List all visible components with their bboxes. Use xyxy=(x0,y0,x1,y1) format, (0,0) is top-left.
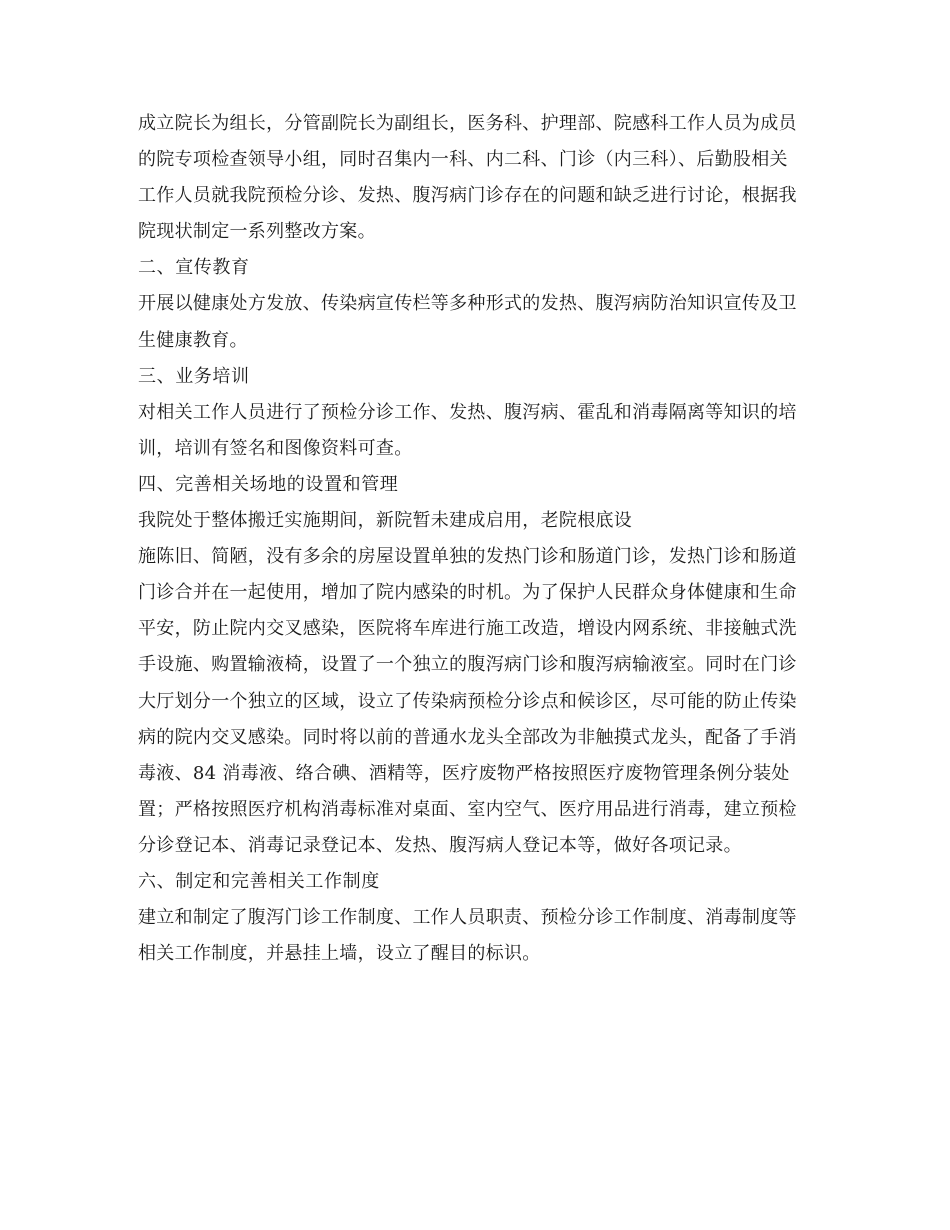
section-heading-rules: 六、制定和完善相关工作制度 xyxy=(138,870,380,892)
paragraph-line: 手设施、购置输液椅，设置了一个独立的腹泻病门诊和腹泻病输液室。同时在门诊 xyxy=(138,654,797,676)
paragraph-line: 门诊合并在一起使用，增加了院内感染的时机。为了保护人民群众身体健康和生命 xyxy=(138,582,797,604)
paragraph-line: 的院专项检查领导小组，同时召集内一科、内二科、门诊（内三科）、后勤股相关 xyxy=(138,149,788,171)
paragraph-line: 工作人员就我院预检分诊、发热、腹泻病门诊存在的问题和缺乏进行讨论，根据我 xyxy=(138,185,797,207)
paragraph-line: 我院处于整体搬迁实施期间，新院暂未建成启用，老院根底设 xyxy=(138,510,633,532)
paragraph-line: 对相关工作人员进行了预检分诊工作、发热、腹泻病、霍乱和消毒隔离等知识的培 xyxy=(138,401,797,423)
paragraph-line: 院现状制定一系列整改方案。 xyxy=(138,221,376,243)
paragraph-line: 毒液、84 消毒液、络合碘、酒精等，医疗废物严格按照医疗废物管理条例分装处 xyxy=(138,762,790,784)
paragraph-line: 建立和制定了腹泻门诊工作制度、工作人员职责、预检分诊工作制度、消毒制度等 xyxy=(138,907,797,929)
paragraph-line: 大厅划分一个独立的区域，设立了传染病预检分诊点和候诊区，尽可能的防止传染 xyxy=(138,690,797,712)
section-heading-facilities: 四、完善相关场地的设置和管理 xyxy=(138,473,399,495)
paragraph-line: 平安，防止院内交叉感染，医院将车库进行施工改造，增设内网系统、非接触式洗 xyxy=(138,618,797,640)
paragraph-line: 成立院长为组长，分管副院长为副组长，医务科、护理部、院感科工作人员为成员 xyxy=(138,113,797,134)
section-heading-publicity: 二、宣传教育 xyxy=(138,257,250,279)
paragraph-line: 病的院内交叉感染。同时将以前的普通水龙头全部改为非触摸式龙头，配备了手消 xyxy=(138,726,797,748)
paragraph-line: 训，培训有签名和图像资料可查。 xyxy=(138,437,413,459)
paragraph-line: 置；严格按照医疗机构消毒标准对桌面、室内空气、医疗用品进行消毒，建立预检 xyxy=(138,798,797,820)
section-heading-training: 三、业务培训 xyxy=(138,365,250,387)
paragraph-line: 开展以健康处方发放、传染病宣传栏等多种形式的发热、腹泻病防治知识宣传及卫 xyxy=(138,293,797,315)
document-body xyxy=(138,106,812,972)
paragraph-line: 施陈旧、简陋，没有多余的房屋设置单独的发热门诊和肠道门诊，发热门诊和肠道 xyxy=(138,546,797,568)
paragraph-line: 相关工作制度，并悬挂上墙，设立了醒目的标识。 xyxy=(138,943,541,965)
paragraph-line: 生健康教育。 xyxy=(138,329,248,351)
paragraph-line: 分诊登记本、消毒记录登记本、发热、腹泻病人登记本等，做好各项记录。 xyxy=(138,834,742,856)
